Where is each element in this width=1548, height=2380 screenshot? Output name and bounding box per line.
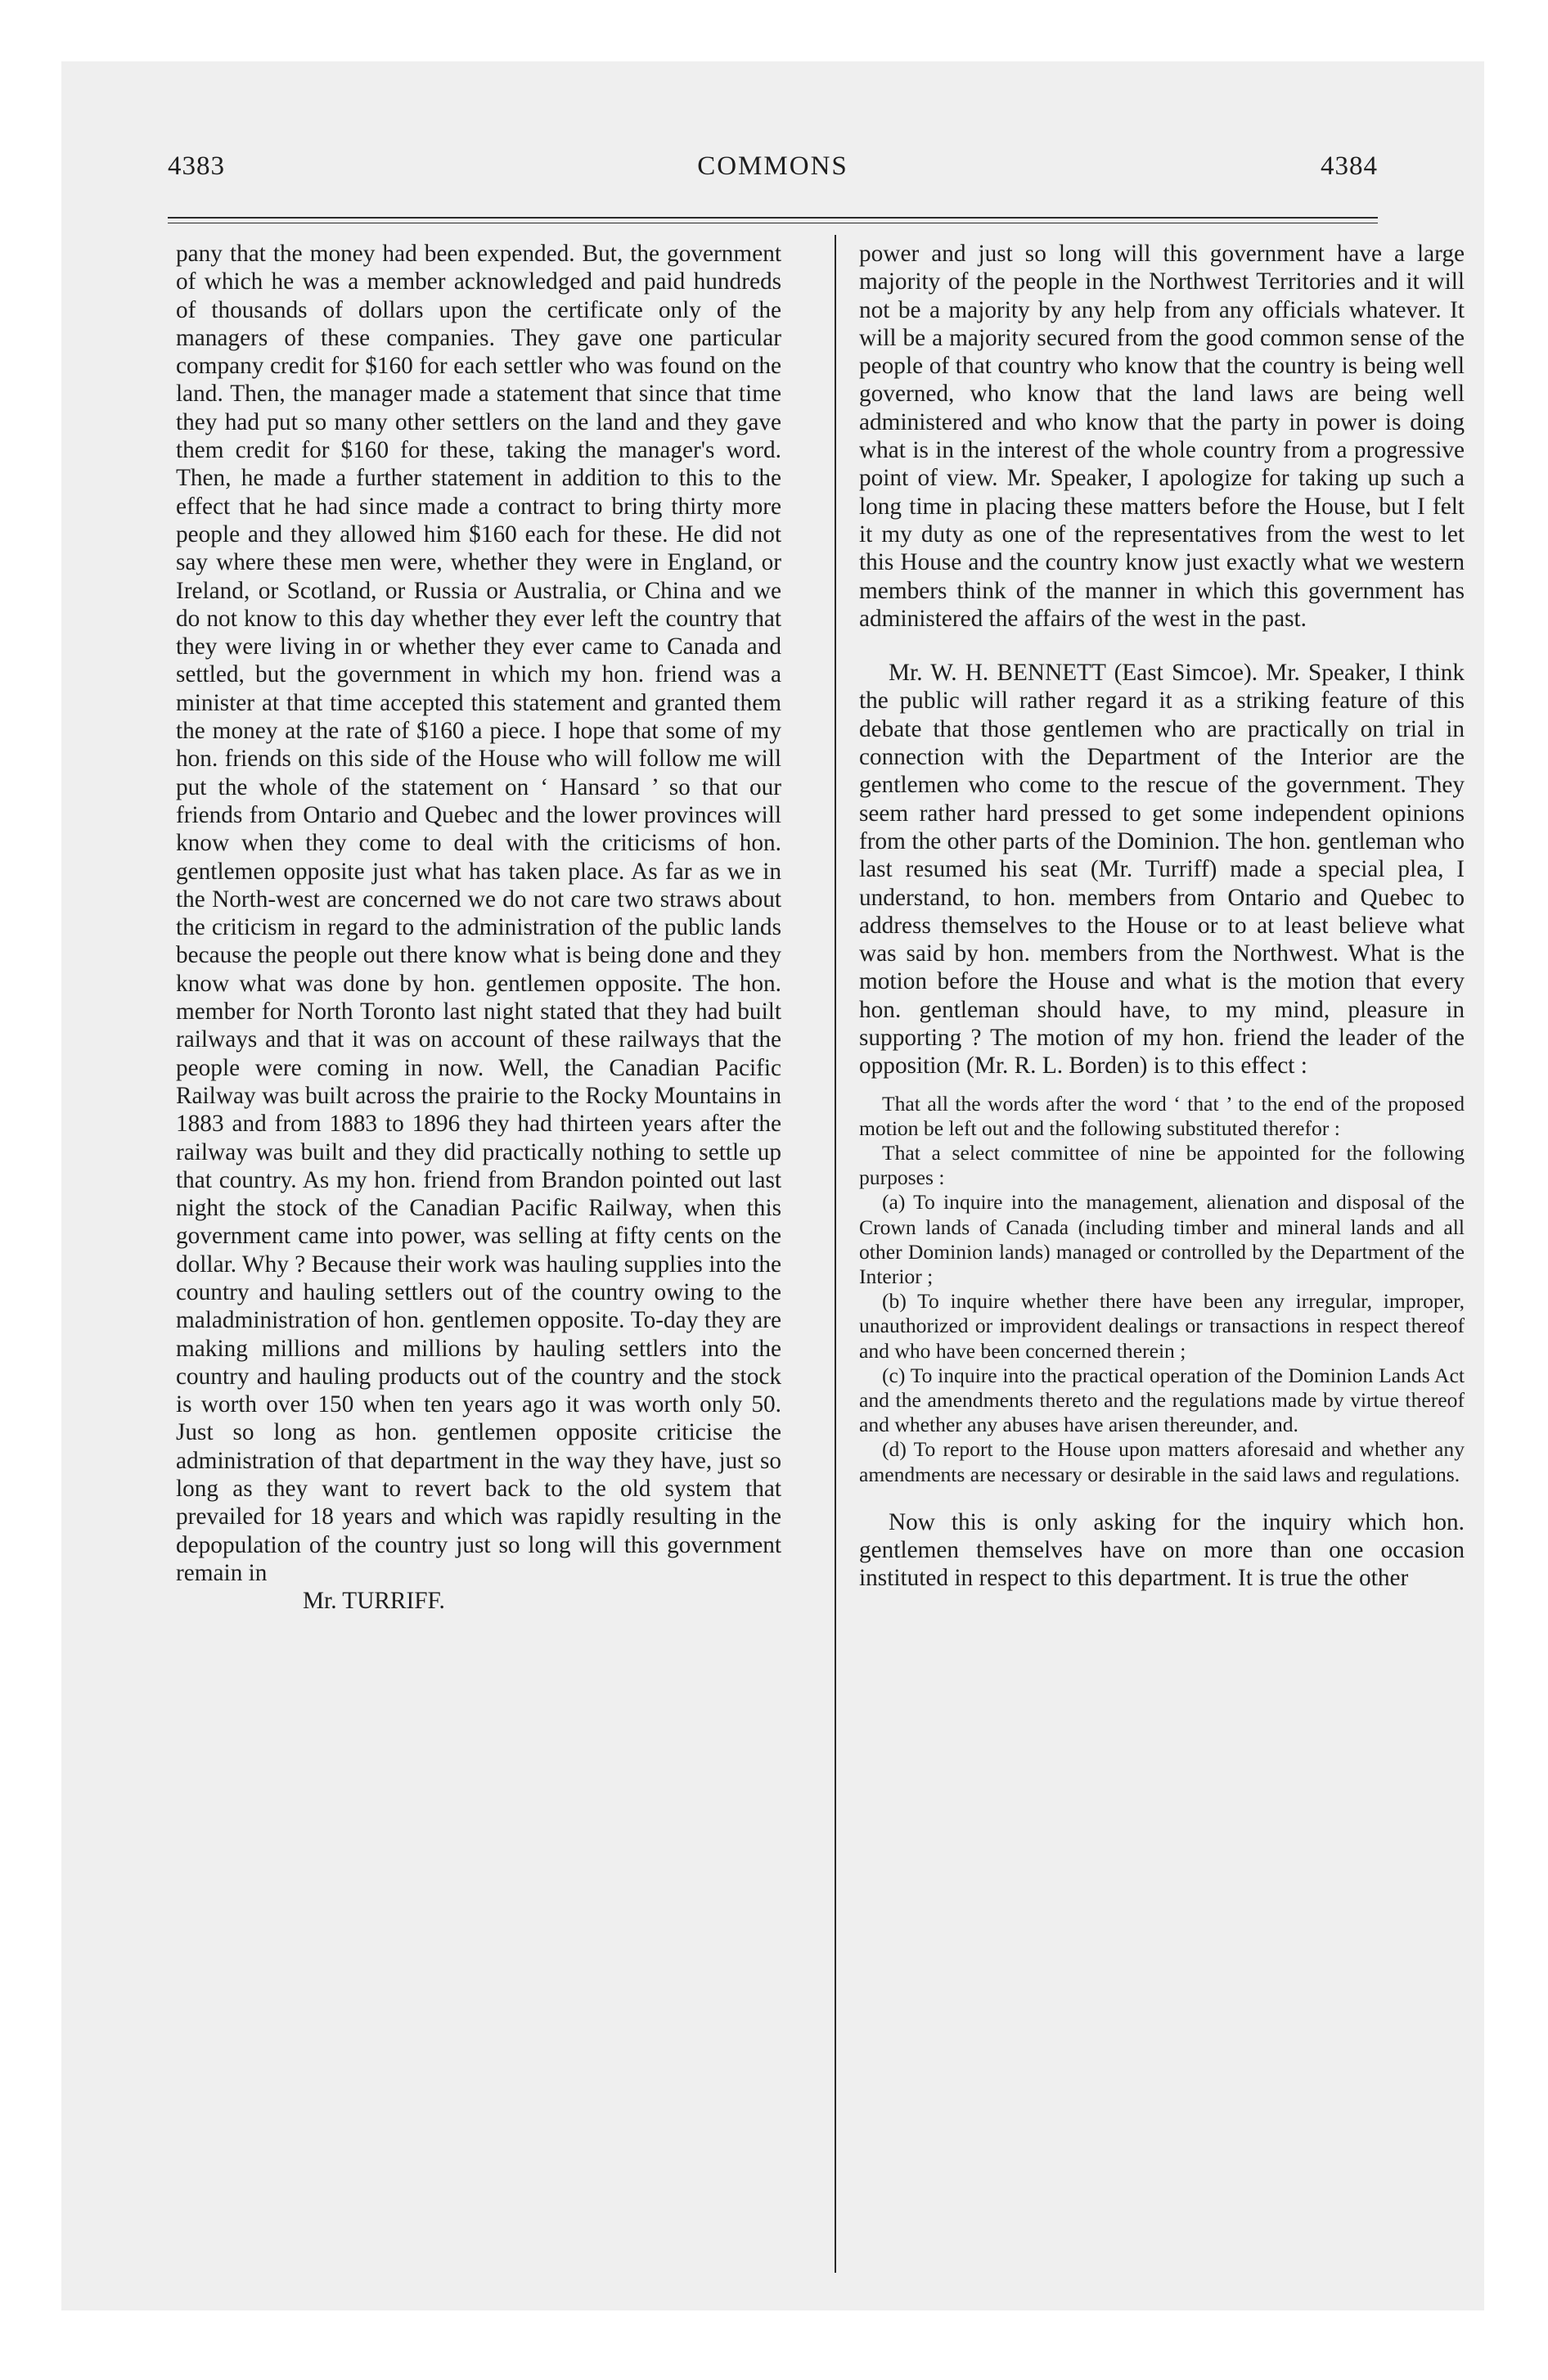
motion-quote xyxy=(859,1092,1465,1487)
left-page-number: 4383 xyxy=(168,151,225,181)
right-paragraph-2: Mr. W. H. BENNETT (East Simcoe). Mr. Speaker, I think the public will rather regard it as a striking feature of this debate that those gentlemen who are practically on trial in connection with the Department of the Interior are the gentlemen who come to the rescue of the government. They seem rather hard pressed to get some independent opinions from the other parts of the Dominion. The hon. gentleman who last resumed his seat (Mr. Turriff) made a special plea, I understand, to hon. members from Ontario and Quebec to address themselves to the House or to at least believe what was said by hon. members from the Northwest. What is the motion before the House and what is the motion that every hon. gentleman should have, to my mind, pleasure in supporting ? The motion of my hon. friend the leader of the opposition (Mr. R. L. Borden) is to this effect : xyxy=(859,660,1465,1080)
column-divider xyxy=(835,235,836,2273)
quote-paragraph: That all the words after the word ‘ that ’ to the end of the proposed motion be left out and the following substituted therefor : xyxy=(859,1091,1465,1140)
left-column xyxy=(176,240,781,1616)
right-column xyxy=(859,240,1465,1593)
quote-paragraph: (d) To report to the House upon matters aforesaid and whether any amendments are necessary or desirable in the said laws and regulations. xyxy=(859,1437,1465,1486)
right-paragraph-3: Now this is only asking for the inquiry which hon. gentlemen themselves have on more than one occasion instituted in respect to this department. It is true the other xyxy=(859,1508,1465,1592)
quote-paragraph: (c) To inquire into the practical operation of the Dominion Lands Act and the amendments thereto and the regulations made by virtue thereof and whether any abuses have arisen thereunder, and. xyxy=(859,1363,1465,1437)
left-paragraph: pany that the money had been expended. But, the government of which he was a member acknowledged and paid hundreds of thousands of dollars upon the certificate only of the managers of these companies. They gave one particular company credit for $160 for each settler who was found on the land. Then, the manager made a statement that since that time they had put so many other settlers on the land and they gave them credit for $160 for these, taking the manager's word. Then, he made a further statement in addition to this to the effect that he had since made a contract to bring thirty more people and they allowed him $160 each for these. He did not say where these men were, whether they were in England, or Ireland, or Scotland, or Russia or Australia, or China and we do not know to this day whether they ever left the country that they were living in or whether they ever came to Canada and settled, but the government in which my hon. friend was a minister at that time accepted this statement and granted them the money at the rate of $160 a piece. I hope that some of my hon. friends on this side of the House who will follow me will put the whole of the statement on ‘ Hansard ’ so that our friends from Ontario and Quebec and the lower provinces will know when they come to deal with the criticisms of hon. gentlemen opposite just what has taken place. As far as we in the North-west are concerned we do not care two straws about the criticism in regard to the administration of the public lands because the people out there know what is being done and they know what was done by hon. gentlemen opposite. The hon. member for North Toronto last night stated that they had built railways and that it was on account of these railways that the people were coming in now. Well, the Canadian Pacific Railway was built across the prairie to the Rocky Mountains in 1883 and from 1883 to 1896 they had thirteen years after the railway was built and they did practically nothing to settle up that country. As my hon. friend from Brandon pointed out last night the stock of the Canadian Pacific Railway, when this government came into power, was selling at fifty cents on the dollar. Why ? Because their work was hauling supplies into the country and hauling settlers out of the country owing to the maladministration of hon. gentlemen opposite. To-day they are making millions and millions by hauling settlers into the country and hauling products out of the country and the stock is worth over 150 when ten years ago it was worth only 50. Just so long as hon. gentlemen opposite criticise the administration of that department in the way they have, just so long as they want to revert back to the old system that prevailed for 18 years and which was rapidly resulting in the depopulation of the country just so long will this government remain in xyxy=(176,241,781,1586)
right-paragraph-1: power and just so long will this government have a large majority of the people in the Northwest Territories and it will not be a majority by any help from any officials whatever. It will be a majority secured from the good common sense of the people of that country who know that the country is being well governed, who know that the land laws are being well administered and who know that the party in power is doing what is in the interest of the whole country from a progressive point of view. Mr. Speaker, I apologize for taking up such a long time in placing these matters before the House, but I felt it my duty as one of the representatives from the west to let this House and the country know just exactly what we western members think of the manner in which this government has administered the affairs of the west in the past. xyxy=(859,241,1465,632)
right-page-number: 4384 xyxy=(1321,151,1378,181)
quote-paragraph: (a) To inquire into the management, alienation and disposal of the Crown lands of Canada (including timber and mineral lands and all other Dominion lands) managed or controlled by the Department of the Interior ; xyxy=(859,1190,1465,1289)
hansard-page xyxy=(61,61,1484,2310)
quote-gap xyxy=(859,1080,1465,1092)
quote-paragraph: (b) To inquire whether there have been any irregular, improper, unauthorized or improvident dealings or transactions in respect thereof and who have been concerned therein ; xyxy=(859,1289,1465,1363)
quote-paragraph: That a select committee of nine be appointed for the following purposes : xyxy=(859,1141,1465,1190)
quote-gap xyxy=(859,1487,1465,1508)
paragraph-gap xyxy=(859,633,1465,659)
running-title: COMMONS xyxy=(697,151,848,181)
header-rule xyxy=(168,217,1378,219)
speaker-cue: Mr. TURRIFF. xyxy=(303,1588,445,1615)
page-header xyxy=(168,151,1378,201)
